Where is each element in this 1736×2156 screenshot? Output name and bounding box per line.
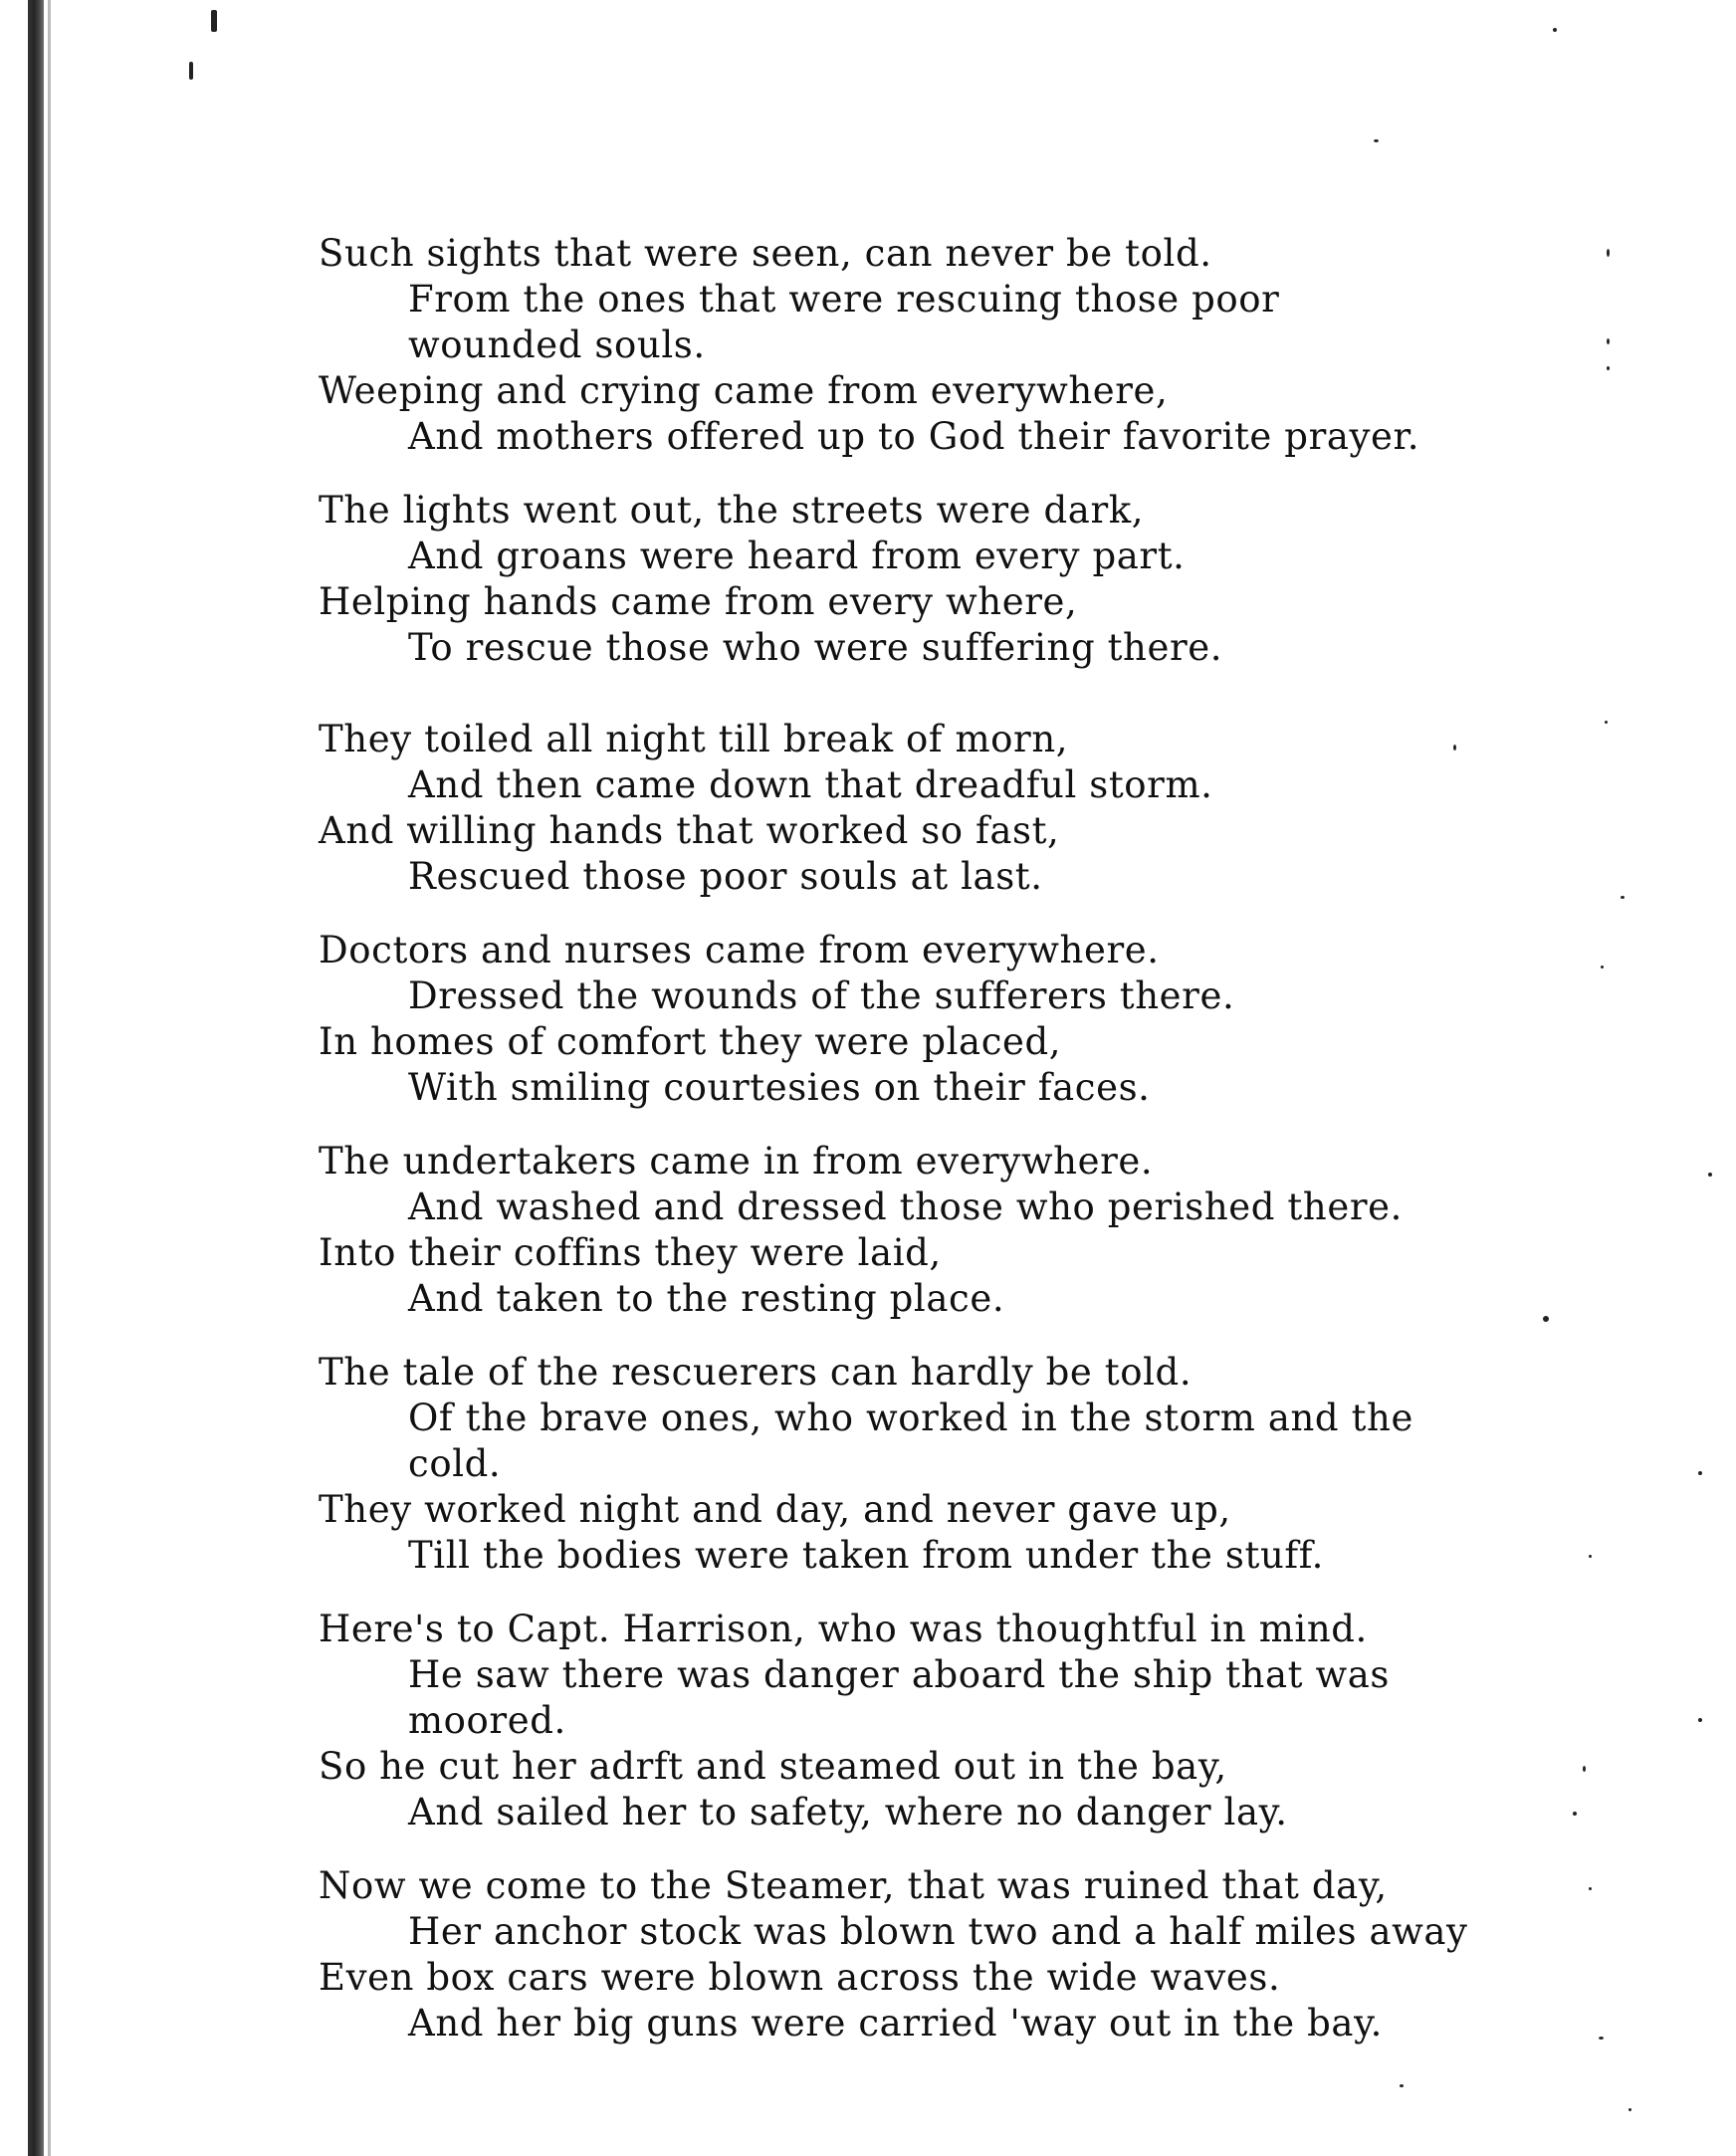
poem-line: And then came down that dreadful storm. xyxy=(408,763,1213,806)
poem-line: He saw there was danger aboard the ship that was xyxy=(408,1653,1390,1696)
scan-speck xyxy=(211,10,217,32)
poem-line: Doctors and nurses came from everywhere. xyxy=(319,929,1160,971)
poem-line: And mothers offered up to God their favorite prayer. xyxy=(408,415,1420,458)
poem-line: Weeping and crying came from everywhere, xyxy=(319,369,1169,412)
stanza xyxy=(319,1350,1613,1579)
poem-line: And willing hands that worked so fast, xyxy=(319,809,1060,852)
poem-line: Till the bodies were taken from under the stuff. xyxy=(408,1534,1325,1577)
poem-line: cold. xyxy=(408,1442,502,1485)
poem-line: Into their coffins they were laid, xyxy=(319,1231,942,1274)
poem-line: Dressed the wounds of the sufferers there. xyxy=(408,974,1235,1017)
poem-line: The undertakers came in from everywhere. xyxy=(319,1140,1154,1183)
poem-line: And washed and dressed those who perished there. xyxy=(408,1186,1403,1228)
scan-speck xyxy=(1400,2084,1404,2087)
poem-line: In homes of comfort they were placed, xyxy=(319,1020,1062,1063)
stanza xyxy=(319,1863,1613,2047)
poem-line: moored. xyxy=(408,1699,566,1742)
poem-line: wounded souls. xyxy=(408,323,706,366)
poem-line: So he cut her adrft and steamed out in the bay, xyxy=(319,1745,1227,1788)
poem-line: To rescue those who were suffering there. xyxy=(408,626,1223,669)
scan-speck xyxy=(1621,896,1625,899)
poem-line: They worked night and day, and never gave up, xyxy=(319,1488,1231,1531)
poem-line: Rescued those poor souls at last. xyxy=(408,855,1043,898)
poem-line: Her anchor stock was blown two and a half miles away xyxy=(408,1910,1468,1953)
scan-speck xyxy=(1628,2108,1631,2111)
stanza xyxy=(319,1607,1613,1835)
scan-speck xyxy=(1708,1173,1712,1177)
poem-line: Even box cars were blown across the wide waves. xyxy=(319,1956,1281,1999)
scan-speck xyxy=(1374,139,1379,142)
stanza xyxy=(319,231,1613,460)
poem-line: And her big guns were carried 'way out in the bay. xyxy=(408,2002,1384,2045)
scan-speck xyxy=(1553,28,1557,32)
scanned-page-edge-shadow xyxy=(48,0,51,2156)
poem-line: From the ones that were rescuing those poor xyxy=(408,278,1280,321)
stanza xyxy=(319,928,1613,1111)
poem-line: They toiled all night till break of morn, xyxy=(319,718,1069,760)
scanned-page-edge xyxy=(28,0,44,2156)
stanza xyxy=(319,717,1613,900)
poem-line: Helping hands came from every where, xyxy=(319,580,1078,623)
poem-line: The lights went out, the streets were dark, xyxy=(319,489,1145,532)
stanza xyxy=(319,488,1613,671)
poem xyxy=(319,231,1613,2047)
poem-line: With smiling courtesies on their faces. xyxy=(408,1066,1151,1109)
poem-line: And sailed her to safety, where no danger lay. xyxy=(408,1791,1288,1833)
poem-line: Of the brave ones, who worked in the storm and the xyxy=(408,1397,1413,1439)
scan-speck xyxy=(1698,1718,1702,1722)
poem-line: Here's to Capt. Harrison, who was thoughtful in mind. xyxy=(319,1608,1368,1650)
scan-speck xyxy=(1698,1471,1702,1475)
poem-line: And groans were heard from every part. xyxy=(408,535,1186,577)
poem-line: The tale of the rescuerers can hardly be told. xyxy=(319,1351,1193,1394)
scan-speck xyxy=(189,62,193,80)
poem-line: Such sights that were seen, can never be told. xyxy=(319,232,1212,275)
poem-line: And taken to the resting place. xyxy=(408,1277,1005,1320)
poem-line: Now we come to the Steamer, that was ruined that day, xyxy=(319,1864,1388,1907)
stanza xyxy=(319,1139,1613,1322)
